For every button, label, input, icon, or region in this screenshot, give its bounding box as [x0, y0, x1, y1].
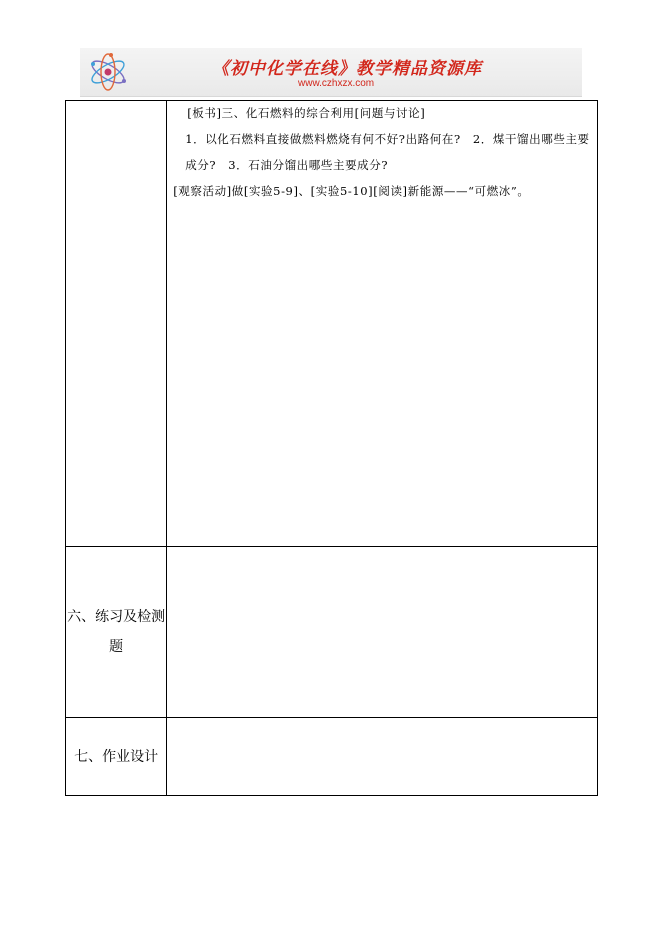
row-content [167, 101, 598, 547]
banner-url: www.czhxzx.com [298, 78, 375, 89]
row-label: 七、作业设计 [66, 718, 167, 796]
banner-title: 《初中化学在线》教学精品资源库 [212, 59, 482, 79]
header-banner [80, 48, 582, 97]
row-label [66, 101, 167, 547]
atom-logo-icon [84, 52, 136, 92]
row-content [167, 718, 598, 796]
content-line: 1．以化石燃料直接做燃料燃烧有何不好?出路何在? 2．煤干馏出哪些主要成分? 3．石油分馏出哪些主要成分? [185, 132, 590, 172]
lesson-plan-table [65, 100, 598, 796]
table-row [66, 547, 598, 718]
table-row [66, 718, 598, 796]
table-row [66, 101, 598, 547]
content-line: [观察活动]做[实验5-9]、[实验5-10][阅读]新能源——“可燃冰”。 [173, 184, 530, 198]
row-label: 六、练习及检测题 [66, 547, 167, 718]
row-content [167, 547, 598, 718]
content-line: [板书]三、化石燃料的综合利用[问题与讨论] [187, 106, 426, 120]
